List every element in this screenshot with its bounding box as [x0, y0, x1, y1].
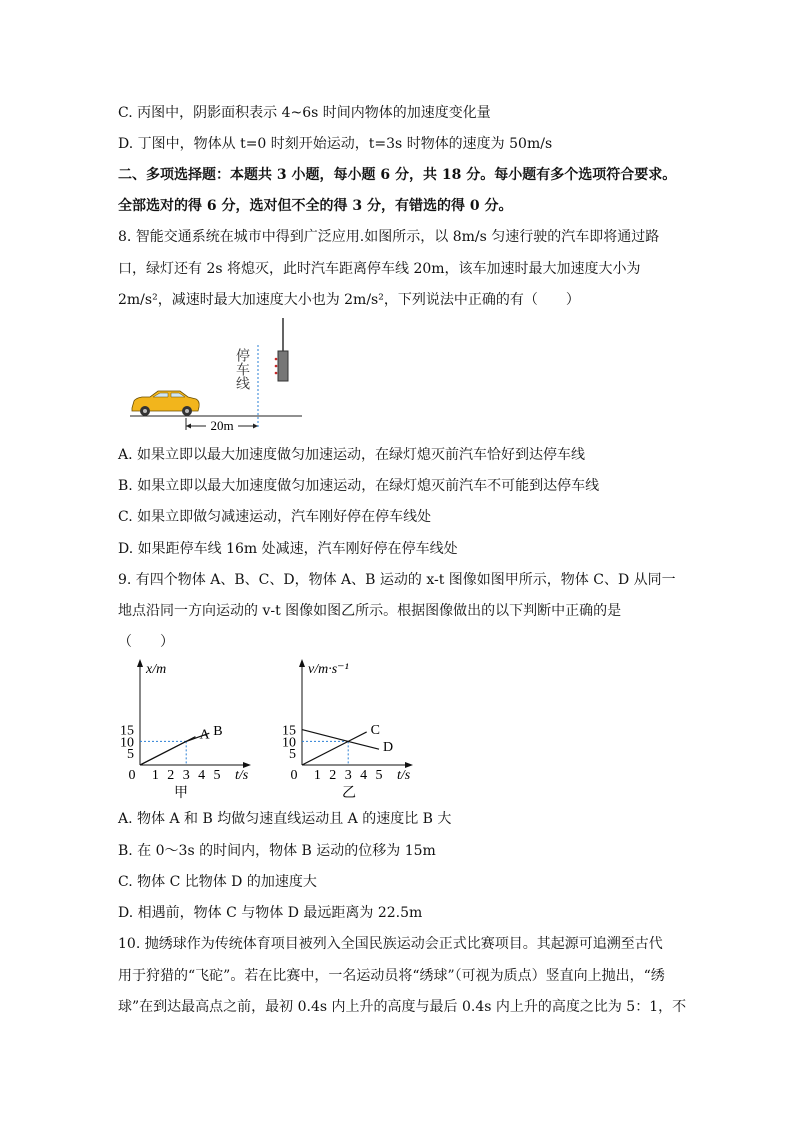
q9-stem-line2: 地点沿同一方向运动的 v-t 图像如图乙所示。根据图像做出的以下判断中正确的是 — [118, 603, 622, 619]
q10-stem-line2: 用于狩猎的“飞砣”。若在比赛中，一名运动员将“绣球”（可视为质点）竖直向上抛出，“绣 — [118, 968, 665, 984]
figure-caption: 甲 — [174, 786, 188, 801]
x-tick-label: 1 — [313, 768, 321, 783]
traffic-light-box — [278, 351, 288, 381]
option-d-previous: D. 丁图中，物体从 t=0 时刻开始运动，t=3s 时物体的速度为 50m/s — [118, 136, 553, 152]
x-tick-label: 0 — [128, 768, 136, 783]
q9-option-a: A. 物体 A 和 B 均做匀速直线运动且 A 的速度比 B 大 — [118, 811, 452, 827]
x-tick-label: 4 — [198, 768, 206, 783]
q8-stem-line3: 2m/s²，减速时最大加速度大小也为 2m/s²，下列说法中正确的有（ ） — [118, 292, 580, 308]
section-heading: 二、多项选择题：本题共 3 小题，每小题 6 分，共 18 分。每小题有多个选项符合要求。 — [118, 167, 677, 183]
distance-label: 20m — [210, 418, 234, 433]
y-tick-label: 5 — [289, 747, 296, 763]
traffic-light-lamp — [275, 372, 278, 375]
series-label-a: A — [199, 727, 210, 743]
x-axis-label: t/s — [235, 768, 249, 783]
q10-stem-line3: 球”在到达最高点之前，最初 0.4s 内上升的高度与最后 0.4s 内上升的高度之比为 5：1，不 — [118, 999, 687, 1015]
car-icon — [132, 391, 199, 416]
x-tick-label: 3 — [182, 768, 190, 783]
traffic-light-lamp — [275, 365, 278, 368]
stop-line-label: 停车线 — [234, 348, 250, 390]
q9-option-c: C. 物体 C 比物体 D 的加速度大 — [118, 874, 317, 890]
x-tick-label: 5 — [375, 768, 383, 783]
q8-option-a: A. 如果立即以最大加速度做匀加速运动，在绿灯熄灭前汽车恰好到达停车线 — [118, 447, 586, 463]
q8-stem-line2: 口，绿灯还有 2s 将熄灭，此时汽车距离停车线 20m，该车加速时最大加速度大小为 — [118, 261, 641, 277]
series-label-d: D — [383, 740, 394, 756]
q8-option-d: D. 如果距停车线 16m 处减速，汽车刚好停在停车线处 — [118, 541, 458, 557]
series-label-b: B — [213, 724, 223, 740]
series-line-d — [302, 730, 379, 750]
option-c-previous: C. 丙图中，阴影面积表示 4~6s 时间内物体的加速度变化量 — [118, 105, 491, 121]
q8-traffic-figure — [120, 315, 320, 437]
q9-option-d: D. 相遇前，物体 C 与物体 D 最远距离为 22.5m — [118, 905, 423, 921]
q8-option-b: B. 如果立即以最大加速度做匀加速运动，在绿灯熄灭前汽车不可能到达停车线 — [118, 478, 600, 494]
x-tick-label: 2 — [329, 768, 337, 783]
y-axis-label: x/m — [146, 662, 167, 677]
q8-stem-line1: 8. 智能交通系统在城市中得到广泛应用.如图所示，以 8m/s 匀速行驶的汽车即将通过路 — [118, 229, 660, 245]
x-tick-label: 0 — [290, 768, 298, 783]
x-tick-label: 3 — [344, 768, 352, 783]
y-tick-label: 5 — [127, 747, 134, 763]
x-tick-label: 2 — [167, 768, 175, 783]
arrow-head-right — [253, 424, 258, 429]
vt-graph-yi — [282, 655, 432, 805]
x-tick-label: 4 — [360, 768, 368, 783]
section-scoring-rule: 全部选对的得 6 分，选对但不全的得 3 分，有错选的得 0 分。 — [118, 198, 513, 214]
series-label-c: C — [370, 722, 381, 738]
q9-stem-line1: 9. 有四个物体 A、B、C、D，物体 A、B 运动的 x-t 图像如图甲所示，物体 C、D 从同一 — [118, 572, 676, 588]
series-line-c — [302, 732, 367, 765]
arrow-head-left — [186, 424, 191, 429]
y-tick-label: 10 — [282, 735, 296, 751]
q10-stem-line1: 10. 抛绣球作为传统体育项目被列入全国民族运动会正式比赛项目。其起源可追溯至古代 — [118, 936, 663, 952]
y-axis-arrow — [137, 659, 143, 667]
y-tick-label: 10 — [120, 735, 134, 751]
traffic-light-lamp — [275, 358, 278, 361]
y-axis-label: v/m·s⁻¹ — [308, 662, 349, 677]
y-tick-label: 15 — [282, 723, 296, 739]
q9-stem-line3: （ ） — [118, 634, 174, 650]
q9-option-b: B. 在 0～3s 的时间内，物体 B 运动的位移为 15m — [118, 843, 436, 859]
figure-caption: 乙 — [342, 786, 356, 801]
y-tick-label: 15 — [120, 723, 134, 739]
y-axis-arrow — [299, 659, 305, 667]
xt-graph-jia — [118, 655, 268, 805]
x-tick-label: 1 — [151, 768, 159, 783]
x-axis-label: t/s — [397, 768, 411, 783]
q8-option-c: C. 如果立即做匀减速运动，汽车刚好停在停车线处 — [118, 509, 432, 525]
x-tick-label: 5 — [213, 768, 221, 783]
